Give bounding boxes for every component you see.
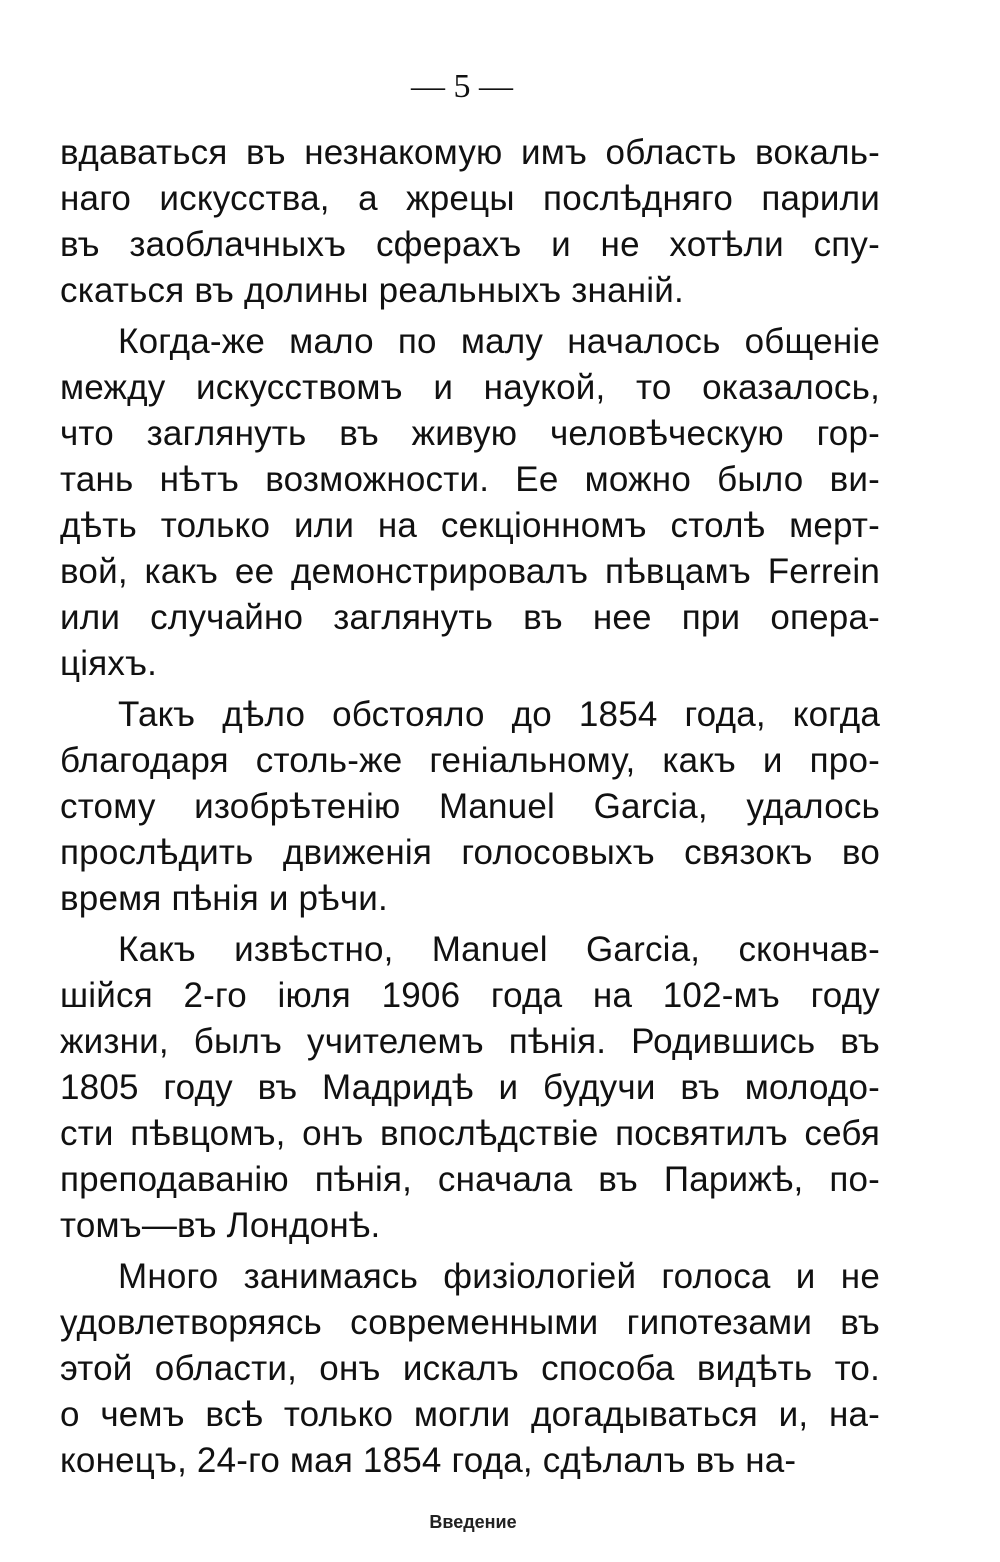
text-line: скаться въ долины реальныхъ знаній. — [60, 271, 684, 310]
text-line: между искусствомъ и наукой, то оказалось, — [60, 368, 880, 407]
text-line: благодаря столь-же геніальному, какъ и про- — [60, 741, 880, 780]
text-line: въ заоблачныхъ сферахъ и не хотѣли спу- — [60, 225, 880, 264]
text-line: о чемъ всѣ только могли догадываться и, на- — [60, 1395, 880, 1434]
text-line: преподаванію пѣнія, сначала въ Парижѣ, по- — [60, 1160, 880, 1199]
text-line: стому изобрѣтенію Manuel Garcia, удалось — [60, 787, 880, 826]
text-line: конецъ, 24-го мая 1854 года, сдѣлалъ въ на- — [60, 1441, 797, 1480]
text-line: что заглянуть въ живую человѣческую гор- — [60, 414, 880, 453]
text-line: наго искусства, а жрецы послѣдняго парили — [60, 179, 880, 218]
text-line: вдаваться въ незнакомую имъ область вокаль- — [60, 133, 880, 172]
page-number: — 5 — — [411, 68, 513, 105]
text-line: прослѣдить движенія голосовыхъ связокъ во — [60, 833, 880, 872]
page-body — [60, 130, 880, 1489]
text-line: время пѣнія и рѣчи. — [60, 879, 388, 918]
paragraph — [60, 319, 880, 687]
text-line: Когда-же мало по малу началось общеніе — [118, 322, 880, 361]
paragraph — [60, 927, 880, 1249]
text-line: 1805 году въ Мадридѣ и будучи въ молодо- — [60, 1068, 880, 1107]
paragraph — [60, 130, 880, 314]
text-line: или случайно заглянуть въ нее при опера- — [60, 598, 880, 637]
paragraph — [60, 692, 880, 922]
footer-section-title: Введение — [429, 1512, 517, 1532]
text-line: сти пѣвцомъ, онъ впослѣдствіе посвятилъ себя — [60, 1114, 880, 1153]
text-line: шійся 2-го іюля 1906 года на 102-мъ году — [60, 976, 880, 1015]
text-line: Какъ извѣстно, Manuel Garcia, скончав- — [118, 930, 880, 969]
text-line: ціяхъ. — [60, 644, 158, 683]
text-line: Много занимаясь физіологіей голоса и не — [118, 1257, 880, 1296]
text-line: томъ—въ Лондонѣ. — [60, 1206, 381, 1245]
text-line: дѣть только или на секціонномъ столѣ мерт- — [60, 506, 880, 545]
text-line: тань нѣтъ возможности. Ее можно было ви- — [60, 460, 880, 499]
text-line: удовлетворяясь современными гипотезами въ — [60, 1303, 880, 1342]
paragraph — [60, 1254, 880, 1484]
text-line: этой области, онъ искалъ способа видѣть то. — [60, 1349, 880, 1388]
text-line: Такъ дѣло обстояло до 1854 года, когда — [118, 695, 880, 734]
text-line: вой, какъ ее демонстрировалъ пѣвцамъ Ferrein — [60, 552, 880, 591]
text-line: жизни, былъ учителемъ пѣнія. Родившись въ — [60, 1022, 880, 1061]
